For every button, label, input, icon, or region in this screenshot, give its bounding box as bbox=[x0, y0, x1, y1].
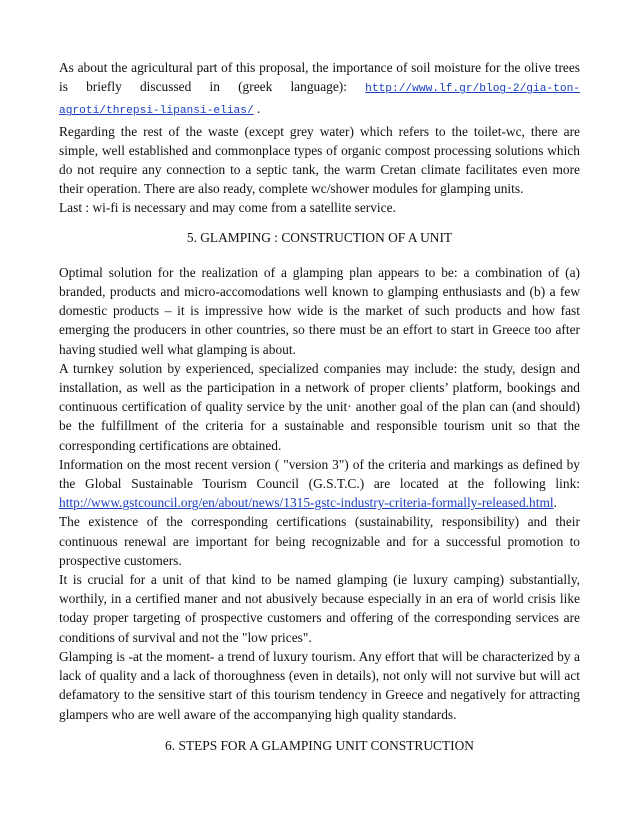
paragraph-optimal-solution: Optimal solution for the realization of a glamping plan appears to be: a combination of (a) branded, products and micro-accomodations well known to glamping enthusiasts and (b) a few domestic products – it is impressive how wide is the market of such products and how fast emerging the producers in other countries, so there must be an effort to start in Greece too after having studied well what glamping is about. bbox=[59, 264, 580, 357]
paragraph-wifi: Last : wi-fi is necessary and may come from a satellite service. bbox=[59, 200, 396, 216]
paragraph-turnkey: A turnkey solution by experienced, specialized companies may include: the study, design and installation, as well as the participation in a network of proper clients’ platform, bookings and continuous certification of quality service by the unit· another goal of the plan can (and should) be the fulfillment of the criteria for a sustainable and responsible tourism unit so that the corresponding certifications are obtained. bbox=[59, 360, 580, 453]
paragraph-gstc-text: Information on the most recent version ( "version 3") of the criteria and markings as defined by the Global Sustainable Tourism Council (G.S.T.C.) are located at the following link: bbox=[59, 456, 580, 492]
paragraph-waste: Regarding the rest of the waste (except grey water) which refers to the toilet-wc, there are simple, well established and commonplace types of organic compost processing solutions which do not require any connection to a septic tank, the warm Cretan climate facilitates even more their operation. There are also ready, complete wc/shower modules for glamping units. bbox=[59, 123, 580, 197]
section-heading-5: 5. GLAMPING : CONSTRUCTION OF A UNIT bbox=[186, 229, 453, 245]
paragraph-trend: Glamping is -at the moment- a trend of luxury tourism. Any effort that will be characterized by a lack of quality and a lack of thoroughness (even in details), not only will not survive but will act defamatory to the sensitive start of this tourism tendency in Greece and negatively for attracting glampers who are well aware of the accompanying high quality standards. bbox=[59, 648, 580, 722]
paragraph-gstc-end: . bbox=[553, 495, 557, 511]
paragraph-agriculture bbox=[59, 58, 580, 122]
paragraph-agriculture-end: . bbox=[253, 101, 261, 117]
section-heading-6: 6. STEPS FOR A GLAMPING UNIT CONSTRUCTION bbox=[165, 737, 474, 753]
paragraph-gstc-info bbox=[59, 455, 580, 513]
document-page bbox=[59, 58, 580, 755]
olive-moisture-link[interactable]: http://www.lf.gr/blog-2/gia-ton-agroti/threpsi-lipansi-elias/ bbox=[59, 83, 580, 118]
gstc-link[interactable]: http://www.gstcouncil.org/en/about/news/1315-gstc-industry-criteria-formally-released.html bbox=[59, 495, 554, 511]
paragraph-crucial: It is crucial for a unit of that kind to be named glamping (ie luxury camping) substantially, worthily, in a certified maner and not abusively because especially in an era of world crisis like today proper targeting of prospective customers and offering of the corresponding services are conditions of survival and not the "low prices". bbox=[59, 572, 580, 645]
paragraph-certifications: The existence of the corresponding certifications (sustainability, responsibility) and their continuous renewal are important for being recognizable and for a successful promotion to prospective customers. bbox=[59, 514, 580, 568]
paragraph-agriculture-text: As about the agricultural part of this proposal, the importance of soil moisture for the olive trees is briefly discussed in (greek language): bbox=[59, 60, 580, 95]
